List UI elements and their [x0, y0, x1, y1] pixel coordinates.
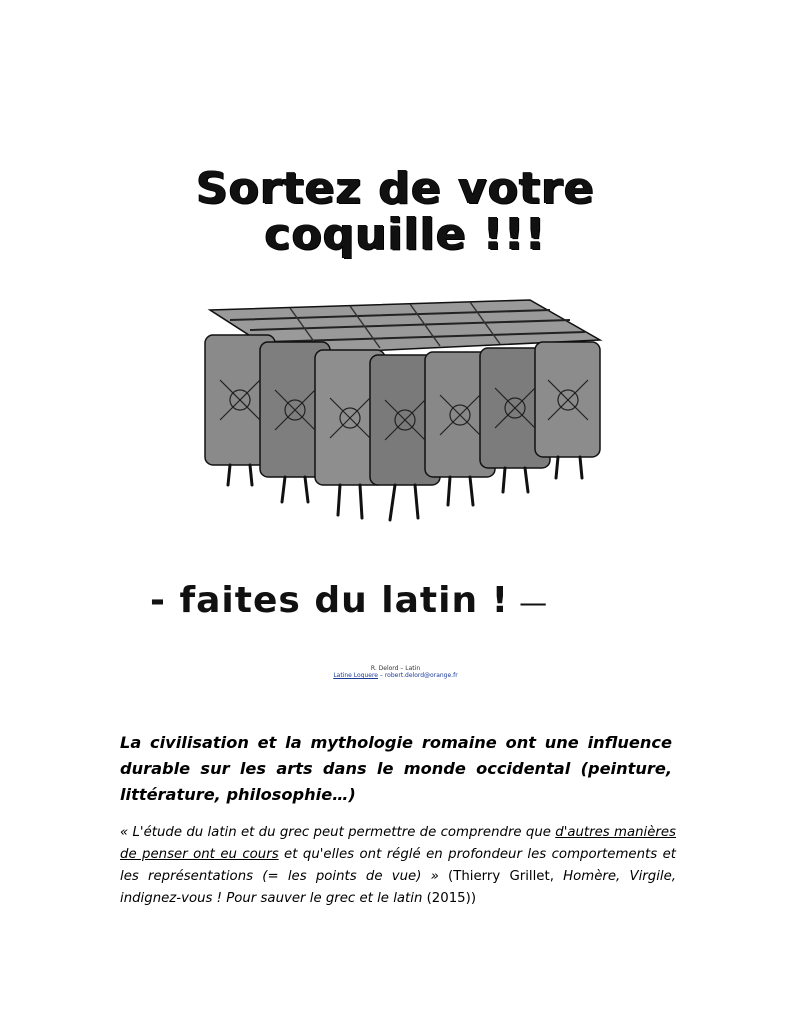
quote-text-2: et qu'elles ont réglé en profondeur les comportements et les représentations (= les points de vue) » [120, 847, 676, 884]
quote-paragraph [120, 822, 676, 910]
quote-text-1: « L'étude du latin et du grec peut permettre de comprendre que [120, 825, 556, 840]
credit-email: – robert.delord@orange.fr [378, 672, 458, 679]
credit-website-link[interactable]: Latine Loquere [333, 672, 378, 679]
subtitle-text: - faites du latin ! [150, 580, 510, 621]
author-credit [0, 665, 791, 679]
subtitle [150, 580, 650, 621]
quote-underlined: d'autres manières de penser ont eu cours [120, 825, 676, 862]
roman-testudo-illustration [190, 280, 610, 540]
quote-attribution-open: (Thierry Grillet, [438, 869, 564, 884]
intro-paragraph: La civilisation et la mythologie romaine ont une influence durable sur les arts dans le monde occidental (peinture, littérature, philosophie…) [120, 733, 672, 804]
subtitle-dash: — [519, 586, 549, 619]
headline-line-2: coquille !!! [264, 209, 547, 260]
quote-attribution-close: (2015)) [422, 891, 477, 906]
credit-contact [0, 672, 791, 679]
quote-book-title: Homère, Virgile, indignez-vous ! Pour sauver le grec et le latin [120, 869, 676, 906]
headline-line-1: Sortez de votre [196, 163, 595, 214]
credit-author: R. Delord – Latin [370, 665, 421, 672]
